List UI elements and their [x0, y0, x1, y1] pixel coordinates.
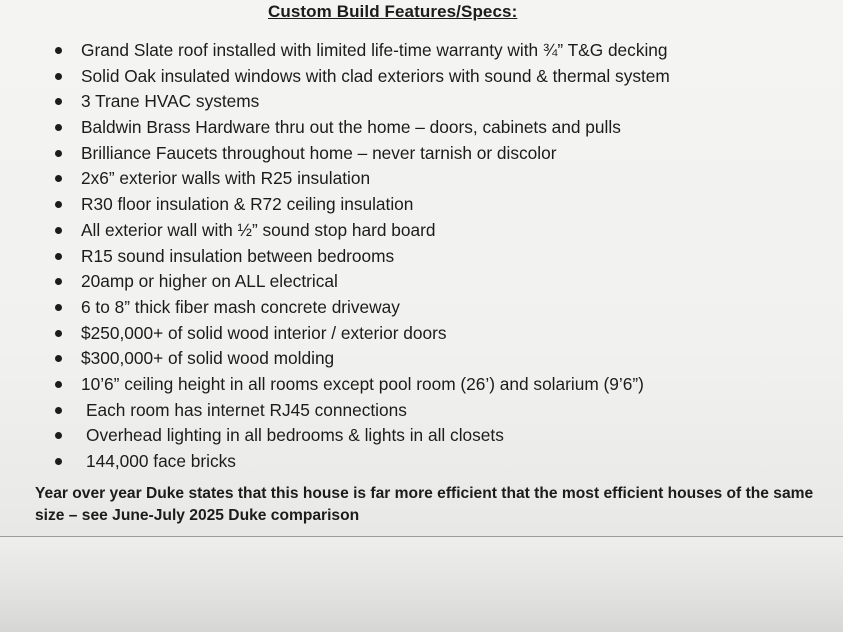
feature-item	[52, 398, 670, 424]
feature-text: Grand Slate roof installed with limited life-time warranty with ¾” T&G decking	[81, 40, 668, 60]
bullet-icon	[55, 124, 62, 131]
bullet-icon	[55, 150, 62, 157]
feature-item	[52, 141, 670, 167]
feature-text: Baldwin Brass Hardware thru out the home – doors, cabinets and pulls	[81, 117, 621, 138]
feature-text: Solid Oak insulated windows with clad exteriors with sound & thermal system	[81, 65, 670, 86]
feature-text: 20amp or higher on ALL electrical	[81, 271, 338, 292]
feature-text: Overhead lighting in all bedrooms & lights in all closets	[86, 425, 504, 446]
bullet-icon	[55, 432, 62, 439]
feature-item	[52, 166, 670, 192]
bullet-icon	[55, 98, 62, 105]
bullet-icon	[55, 73, 62, 80]
feature-item	[52, 346, 670, 372]
feature-text: 10’6” ceiling height in all rooms except pool room (26’) and solarium (9’6”)	[81, 373, 644, 394]
feature-text: 2x6” exterior walls with R25 insulation	[81, 168, 371, 189]
feature-text: Each room has internet RJ45 connections	[86, 399, 407, 420]
features-list	[52, 38, 670, 475]
feature-text: $300,000+ of solid wood molding	[81, 348, 335, 369]
feature-text: 3 Trane HVAC systems	[81, 91, 260, 112]
bullet-icon	[55, 330, 62, 337]
bullet-icon	[55, 227, 62, 234]
feature-item	[52, 38, 670, 64]
bullet-icon	[55, 47, 62, 54]
feature-item	[52, 89, 670, 115]
bullet-icon	[55, 278, 62, 285]
efficiency-statement: Year over year Duke states that this house is far more efficient that the most efficient houses of the same size – see June-July 2025 Duke comparison	[35, 485, 814, 524]
bullet-icon	[55, 458, 62, 465]
feature-item	[52, 449, 670, 475]
feature-text: All exterior wall with ½” sound stop hard board	[81, 219, 436, 240]
bullet-icon	[55, 381, 62, 388]
feature-text: $250,000+ of solid wood interior / exterior doors	[81, 322, 447, 343]
feature-item	[52, 423, 670, 449]
bullet-icon	[55, 253, 62, 260]
feature-item	[52, 372, 670, 398]
feature-text: 6 to 8” thick fiber mash concrete driveway	[81, 296, 400, 317]
feature-item	[52, 192, 670, 218]
feature-item	[52, 115, 670, 141]
feature-text: R15 sound insulation between bedrooms	[81, 245, 395, 266]
bullet-icon	[55, 175, 62, 182]
feature-text: R30 floor insulation & R72 ceiling insulation	[81, 194, 414, 215]
lower-paper-sheet	[0, 537, 843, 632]
bullet-icon	[55, 407, 62, 414]
feature-text: Brilliance Faucets throughout home – never tarnish or discolor	[81, 142, 557, 163]
bullet-icon	[55, 355, 62, 362]
feature-item	[52, 269, 670, 295]
feature-item	[52, 244, 670, 270]
bullet-icon	[55, 304, 62, 311]
feature-item	[52, 64, 670, 90]
feature-item	[52, 321, 670, 347]
feature-item	[52, 295, 670, 321]
bullet-icon	[55, 201, 62, 208]
feature-item	[52, 218, 670, 244]
feature-text: 144,000 face bricks	[86, 451, 236, 471]
document-title: Custom Build Features/Specs:	[268, 2, 518, 21]
